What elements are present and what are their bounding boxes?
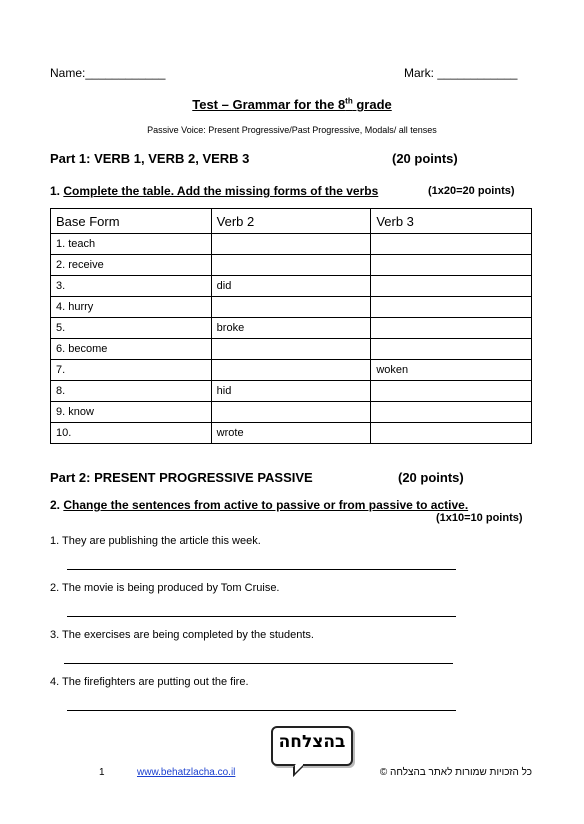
title-end: grade <box>352 97 392 113</box>
part2-points: (20 points) <box>398 470 464 485</box>
table-cell[interactable] <box>211 402 371 423</box>
table-cell[interactable] <box>371 402 532 423</box>
page-subtitle: Passive Voice: Present Progressive/Past Progressive, Modals/ all tenses <box>147 125 437 135</box>
table-cell[interactable] <box>371 255 532 276</box>
table-cell: wrote <box>211 423 371 444</box>
answer-line-3[interactable] <box>64 663 453 664</box>
answer-line-2[interactable] <box>67 616 456 617</box>
table-cell[interactable] <box>371 381 532 402</box>
part2-title: Part 2: PRESENT PROGRESSIVE PASSIVE <box>50 470 313 485</box>
name-field <box>50 66 165 80</box>
question-1: 1. They are publishing the article this week. <box>50 535 261 547</box>
table-row <box>51 360 532 381</box>
table-row <box>51 255 532 276</box>
table-cell[interactable] <box>371 234 532 255</box>
part2-instruction <box>50 498 468 512</box>
table-cell[interactable]: 5. <box>51 318 212 339</box>
table-cell: hid <box>211 381 371 402</box>
part1-points: (20 points) <box>392 151 458 166</box>
page-title <box>0 97 584 112</box>
table-cell: 2. receive <box>51 255 212 276</box>
question-4: 4. The firefighters are putting out the fire. <box>50 676 249 688</box>
header-verb-3: Verb 3 <box>371 209 532 234</box>
question-2: 2. The movie is being produced by Tom Cruise. <box>50 582 280 594</box>
table-cell[interactable] <box>211 255 371 276</box>
table-cell: 4. hurry <box>51 297 212 318</box>
table-cell[interactable] <box>371 339 532 360</box>
table-cell[interactable] <box>371 423 532 444</box>
part2-instruction-num: 2. <box>50 498 64 512</box>
site-link[interactable]: www.behatzlacha.co.il <box>137 767 236 778</box>
table-cell[interactable] <box>211 360 371 381</box>
title-sup: th <box>345 97 353 106</box>
table-row <box>51 276 532 297</box>
part1-instruction-text: Complete the table. Add the missing forms of the verbs <box>63 184 379 198</box>
table-cell[interactable]: 8. <box>51 381 212 402</box>
table-cell: broke <box>211 318 371 339</box>
part1-instruction <box>50 184 378 198</box>
table-cell[interactable]: 10. <box>51 423 212 444</box>
table-cell: 6. become <box>51 339 212 360</box>
mark-label: Mark: <box>404 66 438 80</box>
behatzlacha-logo <box>271 726 353 766</box>
header-verb-2: Verb 2 <box>211 209 371 234</box>
answer-line-1[interactable] <box>67 569 456 570</box>
copyright-text: כל הזכויות שמורות לאתר בהצלחה © <box>379 767 532 778</box>
table-cell[interactable] <box>371 297 532 318</box>
table-row <box>51 381 532 402</box>
table-cell[interactable] <box>211 297 371 318</box>
table-row <box>51 297 532 318</box>
table-row <box>51 402 532 423</box>
table-cell: 1. teach <box>51 234 212 255</box>
table-cell[interactable] <box>371 276 532 297</box>
header-base-form: Base Form <box>51 209 212 234</box>
part1-instruction-points: (1x20=20 points) <box>428 185 515 197</box>
title-main: Test – Grammar for the 8 <box>192 97 346 113</box>
part1-instruction-num: 1. <box>50 184 64 198</box>
table-cell: woken <box>371 360 532 381</box>
table-row <box>51 318 532 339</box>
name-label: Name: <box>50 66 86 80</box>
title-text <box>192 97 392 112</box>
logo-speech-tail <box>293 757 303 777</box>
logo-text: בהצלחה <box>278 732 346 752</box>
mark-blank: ____________ <box>437 66 518 80</box>
page-number: 1 <box>99 767 105 778</box>
table-row <box>51 423 532 444</box>
verb-table <box>50 208 532 444</box>
table-cell[interactable] <box>211 339 371 360</box>
table-header-row <box>51 209 532 234</box>
table-cell[interactable] <box>371 318 532 339</box>
table-cell: did <box>211 276 371 297</box>
table-row <box>51 339 532 360</box>
table-cell: 9. know <box>51 402 212 423</box>
part2-instruction-points: (1x10=10 points) <box>436 512 523 524</box>
question-3: 3. The exercises are being completed by the students. <box>50 629 314 641</box>
part1-title: Part 1: VERB 1, VERB 2, VERB 3 <box>50 151 250 166</box>
table-cell[interactable]: 7. <box>51 360 212 381</box>
name-blank: ____________ <box>85 66 166 80</box>
mark-field <box>404 66 517 80</box>
table-cell[interactable] <box>211 234 371 255</box>
part2-instruction-text: Change the sentences from active to passive or from passive to active. <box>63 498 469 512</box>
table-row <box>51 234 532 255</box>
answer-line-4[interactable] <box>67 710 456 711</box>
table-cell[interactable]: 3. <box>51 276 212 297</box>
